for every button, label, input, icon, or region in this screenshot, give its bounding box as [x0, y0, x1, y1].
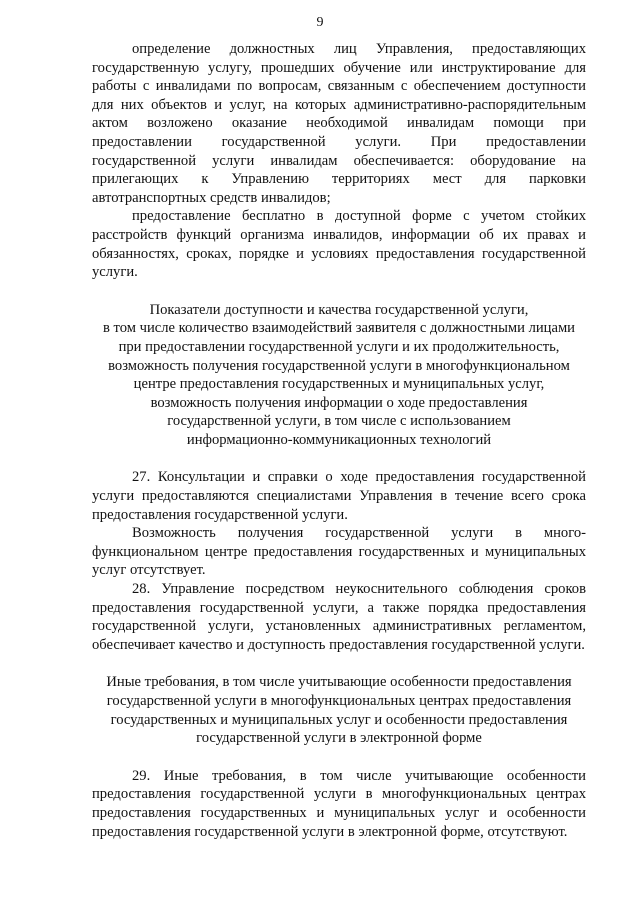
paragraph-mfc-possibility: Возможность получения государственной услуги в много-функциональном центре предоставления государственных и муниципальных услуг отсутствует. [92, 525, 586, 579]
heading-line: в том числе количество взаимодействий заявителя с должностными лицами [103, 320, 575, 337]
paragraph-item-28: 28. Управление посредством неукоснительного соблюдения сроков предоставления государственной услуги, а также порядка предоставления государственной услуги, установленных административных регламентом, обеспечивает качество и доступность предоставления государственной услуги. [92, 581, 586, 653]
heading-line: Показатели доступности и качества государственной услуги, [149, 301, 529, 318]
heading-line: государственной услуги в многофункциональных центрах предоставления [106, 693, 572, 709]
heading-line: возможность получения информации о ходе предоставления [150, 394, 528, 411]
heading-line: информационно-коммуникационных технологий [186, 431, 492, 448]
paragraph-item-29: 29. Иные требования, в том числе учитывающие особенности предоставления государственной услуги в многофункциональных центрах предоставления государственных и муниципальных услуг и особенности предоставления государственной услуги в электронной форме, отсутствуют. [92, 767, 586, 840]
heading-line: государственных и муниципальных услуг и особенности предоставления [110, 711, 568, 728]
heading-line: Иные требования, в том числе учитывающие особенности предоставления [106, 674, 572, 691]
heading-line: центре предоставления государственных и муниципальных услуг, [133, 376, 545, 393]
paragraph-item-27: 27. Консультации и справки о ходе предоставления государственной услуги предоставляются специалистами Управления в течение всего срока предоставления государственной услуги. [92, 469, 586, 523]
paragraph-free-information: предоставление бесплатно в доступной форме с учетом стойких расстройств функций организма инвалидов, информации об их правах и обязанностях, сроках, порядке и условиях предоставления государственной услуги. [92, 208, 586, 281]
heading-line: при предоставлении государственной услуги и их продолжительность, [118, 338, 560, 355]
page-number: 9 [316, 15, 324, 30]
heading-line: возможность получения государственной услуги в многофункциональном [108, 357, 570, 374]
heading-line: государственной услуги, в том числе с использованием [167, 413, 511, 430]
heading-line: государственной услуги в электронной форме [196, 730, 482, 747]
section-heading-other-requirements [92, 673, 586, 747]
section-heading-accessibility-indicators [92, 301, 586, 450]
document-body [92, 40, 586, 841]
paragraph-accessibility-staff: определение должностных лиц Управления, предоставляющих государственную услугу, прошедших обучение или инструктирование для работы с инвалидами по вопросам, связанным с обеспечением доступности для них объектов и услуг, на которых административно-распорядительным актом возложено оказание необходимой инвалидам помощи при предоставлении государственной услуги. При предоставлении государственной услуги инвалидам обеспечивается: оборудование на прилегающих к Управлению территориях мест для парковки автотранспортных средств инвалидов; [92, 41, 586, 206]
